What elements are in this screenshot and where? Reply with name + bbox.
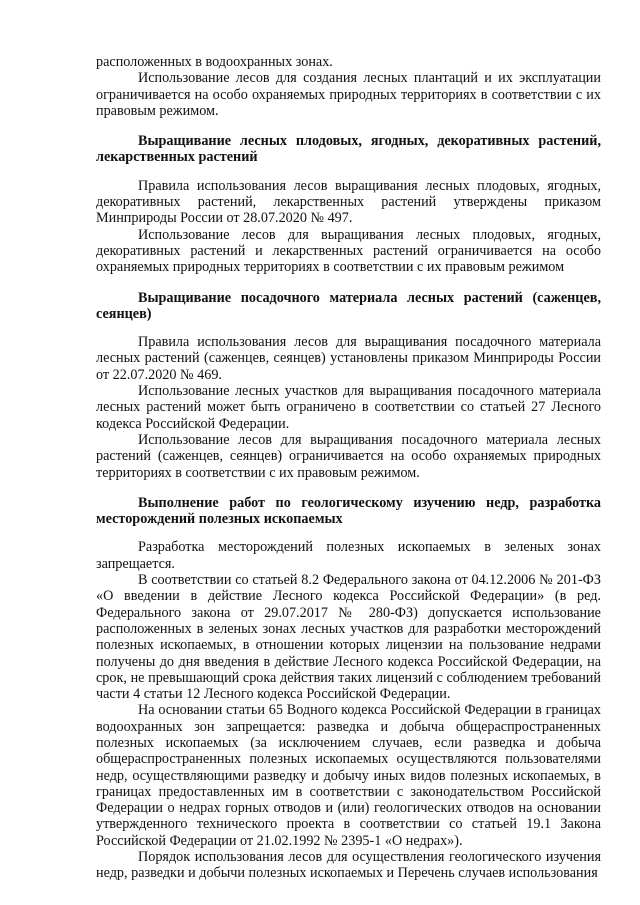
- paragraph: Разработка месторождений полезных ископаемых в зеленых зонах запрещается.: [96, 539, 601, 572]
- paragraph: Использование лесов для выращивания лесных плодовых, ягодных, декоративных растений и лекарственных растений ограничивается на особо охраняемых природных территориях в соответствии с их правовым режимом: [96, 226, 601, 276]
- paragraph: На основании статьи 65 Водного кодекса Российской Федерации в границах водоохранных зон запрещается: разведка и добыча общераспространенных полезных ископаемых (за исключением случаев, если разведка и добыча общераспространенных полезных ископаемых осуществляются пользователями недр, осуществляющими разведку и добычу иных видов полезных ископаемых, в границах предоставленных им в соответствии с законодательством Российской Федерации о недрах горных отводов и (или) геологических отводов на основании утвержденного технического проекта в соответствии со статьей 19.1 Закона Российской Федерации от 21.02.1992 № 2395-1 «О недрах»).: [96, 702, 601, 849]
- document-body: [96, 54, 601, 882]
- section-heading: Выполнение работ по геологическому изучению недр, разработка месторождений полезных ископаемых: [96, 494, 601, 528]
- paragraph: расположенных в водоохранных зонах.: [96, 54, 333, 70]
- paragraph: Использование лесов для выращивания посадочного материала лесных растений (саженцев, сеянцев) ограничивается на особо охраняемых природных территориях в соответствии с их правовым режимом.: [96, 431, 601, 481]
- paragraph: Правила использования лесов выращивания лесных плодовых, ягодных, декоративных растений, лекарственных растений утверждены приказом Минприроды России от 28.07.2020 № 497.: [96, 177, 601, 227]
- paragraph: Использование лесов для создания лесных плантаций и их эксплуатации ограничивается на особо охраняемых природных территориях в соответствии с их правовым режимом.: [96, 70, 601, 119]
- paragraph: Правила использования лесов для выращивания посадочного материала лесных растений (саженцев, сеянцев) установлены приказом Минприроды России от 22.07.2020 № 469.: [96, 334, 601, 383]
- section-heading: Выращивание лесных плодовых, ягодных, декоративных растений, лекарственных растений: [96, 133, 601, 166]
- paragraph: Использование лесных участков для выращивания посадочного материала лесных растений может быть ограничено в соответствии со статьей 27 Лесного кодекса Российской Федерации.: [96, 383, 601, 432]
- paragraph: В соответствии со статьей 8.2 Федерального закона от 04.12.2006 № 201-ФЗ «О введении в действие Лесного кодекса Российской Федерации» (в ред. Федерального закона от 29.07.2017 № 280-ФЗ) допускается использование расположенных в зеленых зонах лесных участков для разработки месторождений полезных ископаемых, в отношении которых лицензии на пользование недрами получены до дня введения в действие Лесного кодекса Российской Федерации, на срок, не превышающий срока действия таких лицензий с соблюдением требований части 4 статьи 12 Лесного кодекса Российской Федерации.: [96, 572, 601, 703]
- section-heading: Выращивание посадочного материала лесных растений (саженцев, сеянцев): [96, 289, 601, 322]
- paragraph: Порядок использования лесов для осуществления геологического изучения недр, разведки и добычи полезных ископаемых и Перечень случаев использования: [96, 849, 601, 882]
